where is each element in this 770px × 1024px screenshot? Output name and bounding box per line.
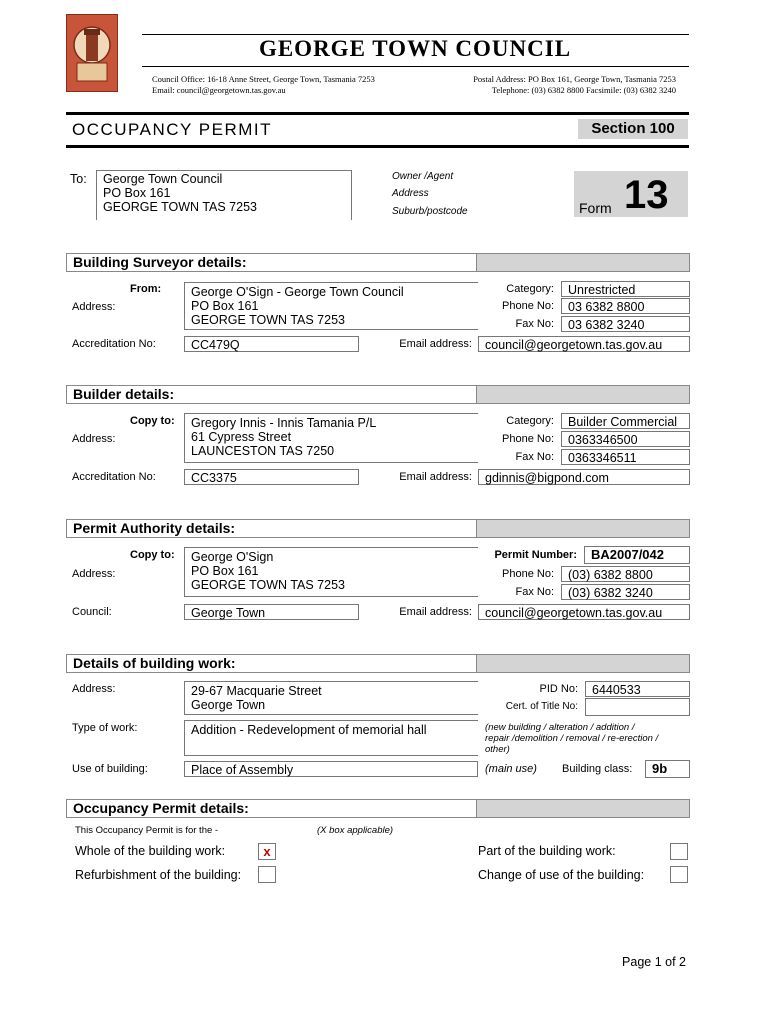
refurbishment-checkbox[interactable] — [258, 866, 276, 883]
header-bottom-rule — [142, 66, 689, 67]
to-label: To: — [70, 172, 87, 186]
change-of-use-checkbox[interactable] — [670, 866, 688, 883]
building-class-field[interactable]: 9b — [645, 760, 690, 778]
builder-address-box — [184, 413, 478, 463]
change-of-use-label: Change of use of the building: — [478, 868, 645, 882]
builder-copy-label: Copy to: — [130, 415, 175, 427]
authority-phone-label: Phone No: — [502, 568, 554, 580]
permit-number-label: Permit Number: — [494, 549, 577, 561]
authority-heading: Permit Authority details: — [73, 520, 236, 536]
surveyor-phone-label: Phone No: — [502, 300, 554, 312]
surveyor-address-label: Address: — [72, 301, 116, 313]
builder-accreditation-label: Accreditation No: — [72, 471, 156, 483]
type-of-work-hint: (new building / alteration / addition / repair /demolition / removal / re-erection / other) — [485, 722, 659, 755]
to-line: PO Box 161 — [103, 186, 171, 200]
surveyor-address-box — [184, 282, 478, 330]
work-address-label: Address: — [72, 683, 116, 695]
address-line: Gregory Innis - Innis Tamania P/L — [191, 416, 377, 430]
main-use-hint: (main use) — [485, 763, 537, 775]
builder-address-label: Address: — [72, 433, 116, 445]
authority-fax-label: Fax No: — [515, 586, 554, 598]
owner-address-label: Address — [392, 188, 429, 199]
occupancy-intro: This Occupancy Permit is for the - — [75, 825, 219, 836]
address-line: GEORGE TOWN TAS 7253 — [191, 313, 345, 327]
surveyor-accreditation-field[interactable]: CC479Q — [184, 336, 359, 352]
whole-building-label: Whole of the building work: — [75, 844, 226, 858]
council-postal-address: Postal Address: PO Box 161, George Town, Tasmania 7253 — [473, 74, 676, 84]
to-line: George Town Council — [103, 172, 223, 186]
authority-copy-label: Copy to: — [130, 549, 175, 561]
address-line: George O'Sign — [191, 550, 274, 564]
surveyor-accreditation-label: Accreditation No: — [72, 338, 156, 350]
permit-title: OCCUPANCY PERMIT — [72, 120, 273, 139]
surveyor-email-field[interactable]: council@georgetown.tas.gov.au — [478, 336, 690, 352]
council-phone: Telephone: (03) 6382 8800 Facsimile: (03) 6382 3240 — [491, 85, 676, 95]
use-of-building-label: Use of building: — [72, 763, 148, 775]
authority-email-field[interactable]: council@georgetown.tas.gov.au — [478, 604, 690, 620]
to-line: GEORGE TOWN TAS 7253 — [103, 200, 257, 214]
surveyor-phone-field[interactable]: 03 6382 8800 — [561, 298, 690, 314]
pid-field[interactable]: 6440533 — [585, 681, 690, 697]
work-address-box[interactable] — [184, 681, 478, 715]
address-line: 29-67 Macquarie Street — [191, 684, 322, 698]
builder-email-field[interactable]: gdinnis@bigpond.com — [478, 469, 690, 485]
builder-fax-field[interactable]: 0363346511 — [561, 449, 690, 465]
surveyor-section-header — [66, 253, 690, 272]
address-line: GEORGE TOWN TAS 7253 — [191, 578, 345, 592]
builder-section-header — [66, 385, 690, 404]
form-label: Form — [579, 200, 612, 216]
building-class-label: Building class: — [562, 763, 633, 775]
surveyor-fax-field[interactable]: 03 6382 3240 — [561, 316, 690, 332]
address-line: 61 Cypress Street — [191, 430, 292, 444]
occupancy-hint: (X box applicable) — [317, 825, 394, 836]
surveyor-fax-label: Fax No: — [515, 318, 554, 330]
to-address-box — [96, 170, 352, 220]
authority-address-box — [184, 547, 478, 597]
type-of-work-field[interactable]: Addition - Redevelopment of memorial hall — [184, 720, 478, 756]
address-line: LAUNCESTON TAS 7250 — [191, 444, 335, 458]
builder-accreditation-field[interactable]: CC3375 — [184, 469, 359, 485]
header-shade — [476, 655, 689, 672]
surveyor-heading: Building Surveyor details: — [73, 254, 247, 270]
form-number: 13 — [624, 173, 669, 217]
address-line: PO Box 161 — [191, 299, 259, 313]
council-email: Email: council@georgetown.tas.gov.au — [152, 85, 286, 95]
from-label: From: — [130, 283, 162, 295]
owner-agent-label: Owner /Agent — [392, 171, 454, 182]
permit-number-field[interactable]: BA2007/042 — [584, 546, 690, 564]
builder-heading: Builder details: — [73, 386, 175, 402]
builder-phone-field[interactable]: 0363346500 — [561, 431, 690, 447]
authority-section-header — [66, 519, 690, 538]
authority-email-label: Email address: — [399, 606, 472, 618]
authority-address-label: Address: — [72, 568, 116, 580]
header-shade — [476, 520, 689, 537]
part-building-label: Part of the building work: — [478, 844, 616, 858]
header-top-rule — [142, 34, 689, 35]
address-line: George Town — [191, 698, 266, 712]
builder-phone-label: Phone No: — [502, 433, 554, 445]
title-bottom-rule — [66, 145, 689, 148]
work-section-header — [66, 654, 690, 673]
builder-category-field[interactable]: Builder Commercial — [561, 413, 690, 429]
council-office-address: Council Office: 16-18 Anne Street, George Town, Tasmania 7253 — [152, 74, 375, 84]
council-title: GEORGE TOWN COUNCIL — [258, 36, 572, 61]
header-shade — [476, 254, 689, 271]
use-of-building-field[interactable]: Place of Assembly — [184, 761, 478, 777]
refurbishment-label: Refurbishment of the building: — [75, 868, 242, 882]
form-number-badge — [574, 171, 688, 217]
address-line: PO Box 161 — [191, 564, 259, 578]
title-no-label: Cert. of Title No: — [505, 701, 578, 712]
surveyor-category-field[interactable]: Unrestricted — [561, 281, 690, 297]
header-shade — [476, 800, 689, 817]
whole-building-checkbox[interactable]: x — [258, 843, 276, 860]
pid-label: PID No: — [539, 683, 578, 695]
title-no-field[interactable] — [585, 698, 690, 716]
address-line: George O'Sign - George Town Council — [191, 285, 404, 299]
council-field[interactable]: George Town — [184, 604, 359, 620]
council-label: Council: — [72, 606, 112, 618]
builder-category-label: Category: — [506, 415, 554, 427]
section-badge: Section 100 — [578, 119, 688, 139]
owner-suburb-label: Suburb/postcode — [392, 206, 468, 217]
council-crest-logo — [66, 14, 118, 92]
work-heading: Details of building work: — [73, 655, 236, 671]
occupancy-section-header — [66, 799, 690, 818]
surveyor-category-label: Category: — [506, 283, 554, 295]
type-of-work-label: Type of work: — [72, 722, 138, 734]
builder-fax-label: Fax No: — [515, 451, 554, 463]
surveyor-email-label: Email address: — [399, 338, 472, 350]
page-number: Page 1 of 2 — [622, 955, 686, 969]
part-building-checkbox[interactable] — [670, 843, 688, 860]
header-shade — [476, 386, 689, 403]
builder-email-label: Email address: — [399, 471, 472, 483]
authority-phone-field[interactable]: (03) 6382 8800 — [561, 566, 690, 582]
authority-fax-field[interactable]: (03) 6382 3240 — [561, 584, 690, 600]
occupancy-heading: Occupancy Permit details: — [73, 800, 249, 816]
title-top-rule — [66, 112, 689, 115]
